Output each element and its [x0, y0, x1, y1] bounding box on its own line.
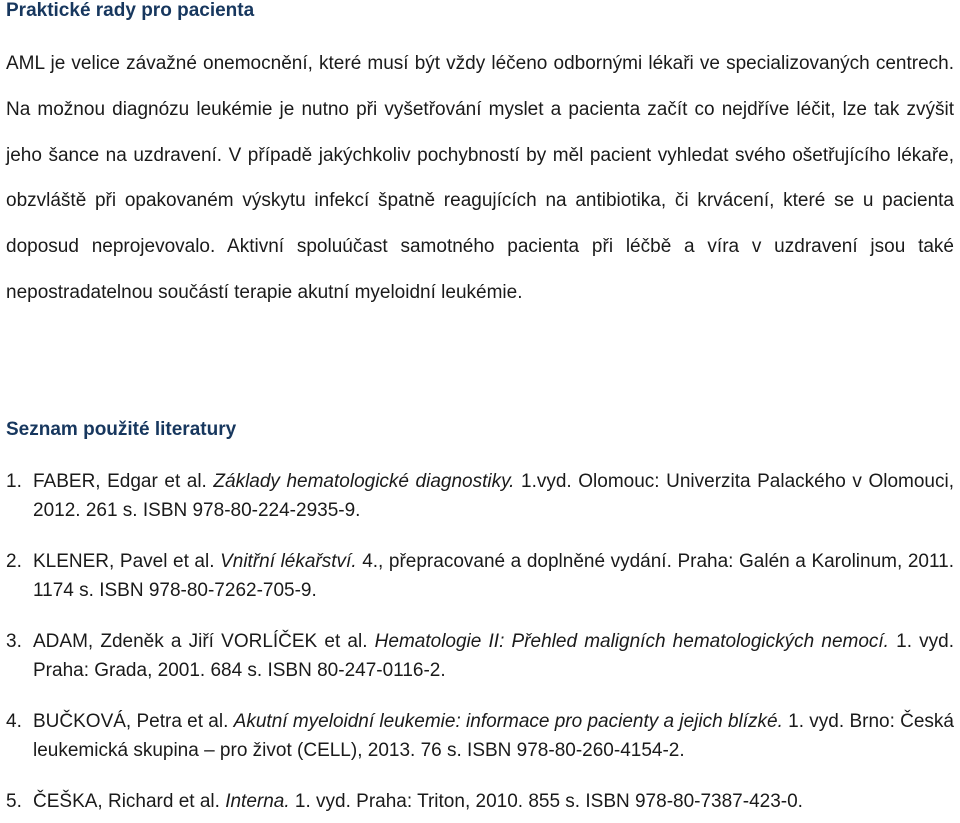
reference-number: 5. — [6, 791, 22, 812]
reference-authors: KLENER, Pavel et al. — [33, 551, 221, 572]
reference-details: 4., přepracované a doplněné vydání. Praha: Galén a Karolinum, 2011. 1174 s. ISBN 978-80-7262-705-9. — [33, 551, 954, 601]
reference-item — [6, 627, 954, 685]
reference-item — [6, 707, 954, 765]
reference-number: 2. — [6, 551, 22, 572]
section-heading-literature: Seznam použité literatury — [6, 419, 237, 440]
reference-title: Základy hematologické diagnostiky. — [213, 471, 515, 492]
reference-title: Vnitřní lékařství. — [220, 551, 357, 572]
reference-title: Interna. — [225, 791, 290, 812]
reference-item — [6, 467, 954, 525]
reference-authors: ADAM, Zdeněk a Jiří VORLÍČEK et al. — [33, 631, 375, 652]
reference-details: 1.vyd. Olomouc: Univerzita Palackého v Olomouci, 2012. 261 s. ISBN 978-80-224-2935-9. — [33, 471, 954, 521]
section-heading-advice: Praktické rady pro pacienta — [6, 0, 255, 21]
advice-paragraph: AML je velice závažné onemocnění, které musí být vždy léčeno odbornými lékaři ve specializovaných centrech. Na možnou diagnózu leukémie je nutno při vyšetřování myslet a pacienta začít co nejdříve léčit, lze tak zvýšit jeho šance na uzdravení. V případě jakýchkoliv pochybností by měl pacient vyhledat svého ošetřujícího lékaře, obzvláště při opakovaném výskytu infekcí špatně reagujících na antibiotika, či krvácení, které se u pacienta doposud neprojevovalo. Aktivní spoluúčast samotného pacienta při léčbě a víra v uzdravení jsou také nepostradatelnou součástí terapie akutní myeloidní leukémie. — [6, 53, 954, 303]
reference-details: 1. vyd. Praha: Grada, 2001. 684 s. ISBN 80-247-0116-2. — [33, 631, 955, 681]
reference-list — [6, 467, 954, 816]
reference-number: 1. — [6, 471, 22, 492]
reference-item — [6, 547, 954, 605]
reference-title: Hematologie II: Přehled maligních hematologických nemocí. — [374, 631, 889, 652]
reference-title: Akutní myeloidní leukemie: informace pro pacienty a jejich blízké. — [233, 711, 783, 732]
reference-authors: FABER, Edgar et al. — [33, 471, 214, 492]
reference-authors: ČEŠKA, Richard et al. — [33, 791, 226, 812]
reference-item — [6, 787, 954, 816]
reference-details: 1. vyd. Praha: Triton, 2010. 855 s. ISBN 978-80-7387-423-0. — [289, 791, 803, 812]
reference-details: 1. vyd. Brno: Česká leukemická skupina – pro život (CELL), 2013. 76 s. ISBN 978-80-260-4154-2. — [33, 711, 954, 761]
reference-number: 4. — [6, 711, 22, 732]
reference-authors: BUČKOVÁ, Petra et al. — [33, 711, 234, 732]
reference-number: 3. — [6, 631, 22, 652]
